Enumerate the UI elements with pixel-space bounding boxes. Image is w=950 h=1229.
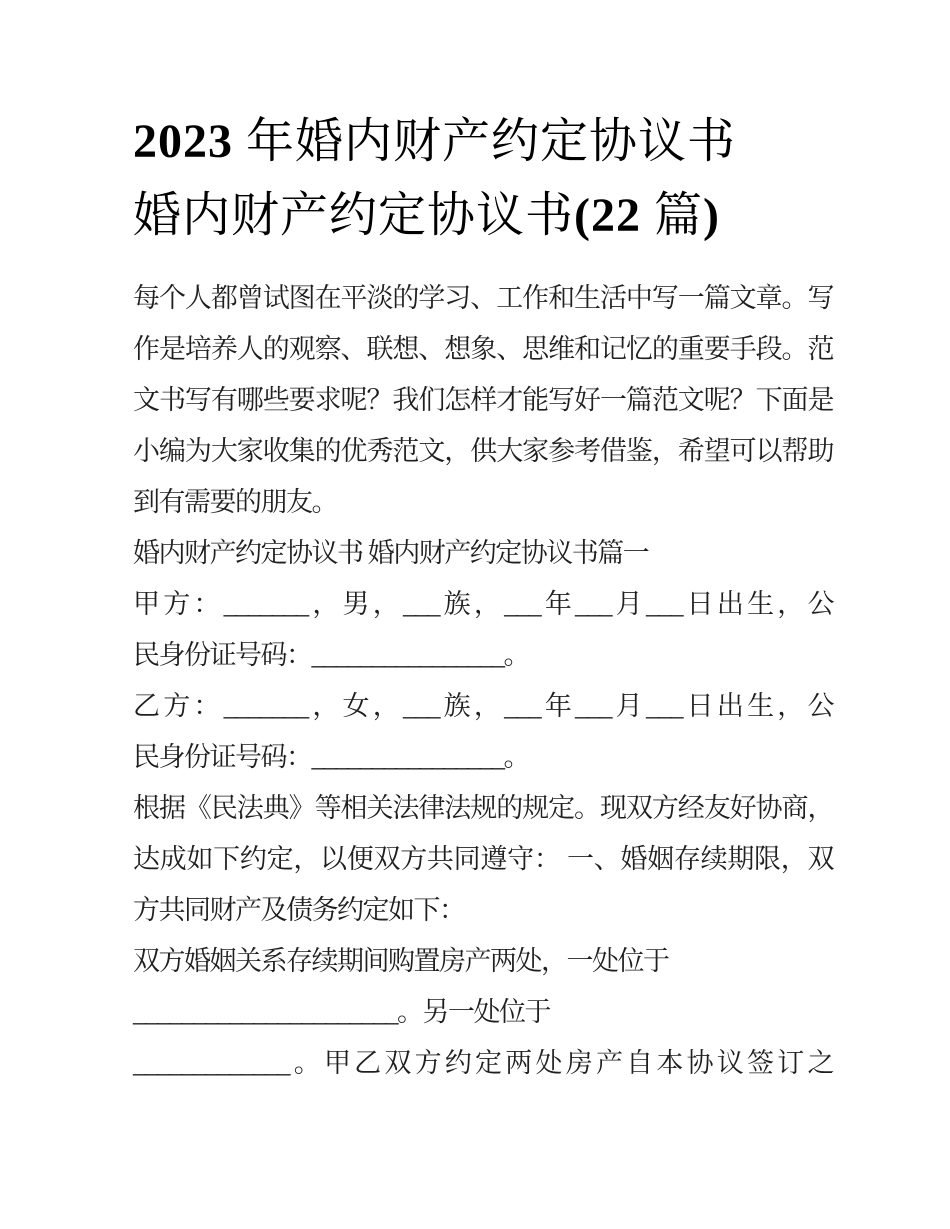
title-segment: ): [703, 189, 720, 242]
text-line: 乙方：_______，女，___族，___年___月___日出生，公: [133, 691, 833, 721]
text-line: 甲方：_______，男，___族，___年___月___日出生，公: [133, 589, 833, 619]
document-title: [133, 105, 950, 253]
text-line: 达成如下约定，以便双方共同遵守： 一、婚姻存续期限，双: [133, 844, 833, 874]
title-segment: 篇: [641, 189, 704, 242]
text-line: 民身份证号码：________________。: [133, 640, 529, 670]
title-line: [133, 179, 950, 253]
text-line: 根据《民法典》等相关法律法规的规定。现双方经友好协商，: [133, 793, 833, 823]
document-body: [133, 273, 833, 1089]
text-line: 每个人都曾试图在平淡的学习、工作和生活中写一篇文章。写: [133, 283, 833, 313]
text-line: 文书写有哪些要求呢？我们怎样才能写好一篇范文呢？下面是: [133, 385, 833, 415]
text-line: 民身份证号码：________________。: [133, 742, 529, 772]
text-line: _____________。甲乙双方约定两处房产自本协议签订之: [133, 1048, 833, 1078]
text-line: ______________________。另一处位于: [133, 997, 550, 1027]
title-segment: 年婚内财产约定协议书: [233, 115, 737, 168]
text-line: 双方婚姻关系存续期间购置房产两处，一处位于: [133, 946, 669, 976]
title-line: [133, 105, 950, 179]
title-segment: 2023: [133, 115, 233, 168]
text-line: 到有需要的朋友。: [133, 487, 337, 517]
title-segment: (22: [574, 189, 641, 242]
text-line: 小编为大家收集的优秀范文，供大家参考借鉴，希望可以帮助: [133, 436, 833, 466]
text-line: 婚内财产约定协议书 婚内财产约定协议书篇一: [133, 538, 649, 568]
text-line: 作是培养人的观察、联想、想象、思维和记忆的重要手段。范: [133, 334, 833, 364]
title-segment: 婚内财产约定协议书: [133, 189, 575, 242]
text-line: 方共同财产及债务约定如下：: [133, 895, 465, 925]
